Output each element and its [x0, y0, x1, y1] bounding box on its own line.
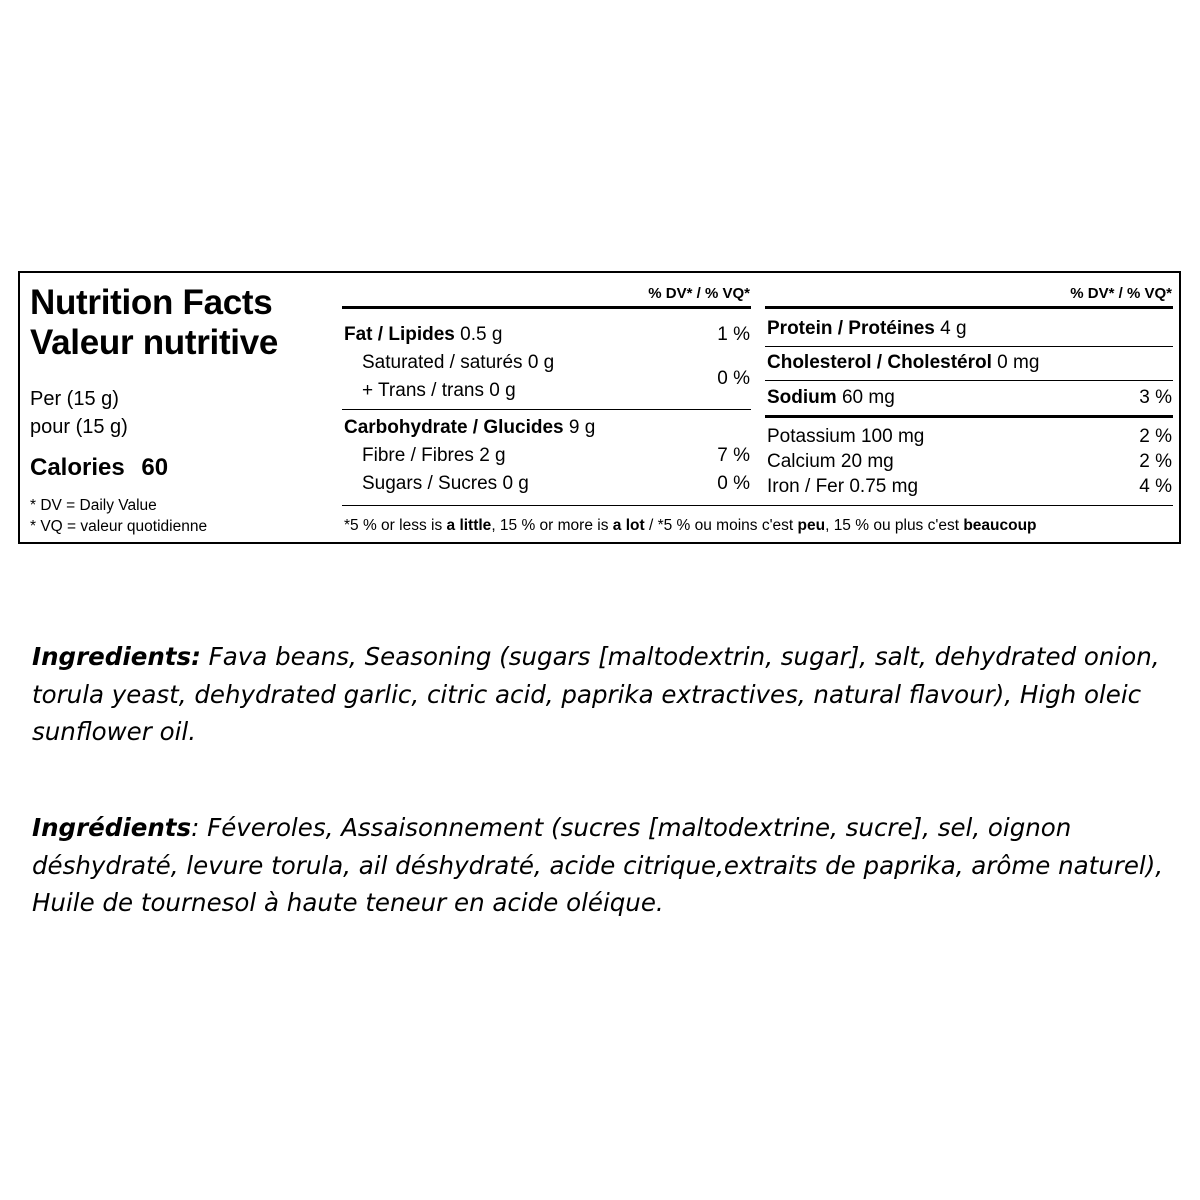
divider: [765, 380, 1173, 381]
calories: [30, 453, 330, 483]
saturated-row: Saturated / saturés 0 g: [362, 352, 555, 373]
protein-value: 4 g: [940, 318, 967, 339]
carbohydrate-label: Carbohydrate / Glucides: [344, 417, 564, 438]
ingredients-en-text: Fava beans, Seasoning (sugars [maltodextrin, sugar], salt, dehydrated onion, torula yeast, dehydrated garlic, citric acid, paprika extractives, natural flavour), High oleic sunflower oil.: [32, 642, 1160, 746]
footnote-text: , 15 % ou plus c'est: [825, 517, 964, 534]
fibre-row: Fibre / Fibres 2 g: [362, 445, 506, 466]
divider: [342, 409, 751, 410]
divider: [765, 346, 1173, 347]
dv-header-right: % DV* / % VQ*: [1070, 285, 1172, 302]
serving-size-fr: pour (15 g): [30, 416, 128, 438]
fibre-pct: 7 %: [717, 445, 750, 466]
divider: [342, 505, 1173, 506]
ingredients-en: [32, 638, 1177, 751]
note-vq: * VQ = valeur quotidienne: [30, 518, 208, 535]
calories-value: 60: [141, 454, 169, 481]
trans-row: + Trans / trans 0 g: [362, 380, 516, 401]
fat-row: [344, 323, 502, 347]
divider: [765, 306, 1173, 309]
sodium-value: 60 mg: [841, 387, 895, 408]
footnote-emphasis: a lot: [612, 517, 645, 534]
title-fr: Valeur nutritive: [30, 323, 279, 362]
ingredients-en-label: Ingredients:: [32, 642, 201, 671]
fat-value: 0.5 g: [460, 324, 503, 345]
cholesterol-label: Cholesterol / Cholestérol: [767, 352, 992, 373]
ingredients-fr-label: Ingrédients: [32, 813, 192, 842]
iron-row: Iron / Fer 0.75 mg: [767, 476, 919, 497]
sodium-row: [767, 386, 895, 410]
calcium-pct: 2 %: [1139, 451, 1172, 472]
sugars-row: Sugars / Sucres 0 g: [362, 473, 529, 494]
footnote-emphasis: a little: [446, 517, 492, 534]
footnote-emphasis: peu: [797, 517, 826, 534]
sat-trans-pct: 0 %: [717, 368, 750, 389]
cholesterol-value: 0 mg: [997, 352, 1040, 373]
iron-pct: 4 %: [1139, 476, 1172, 497]
dv-footnote: [344, 517, 1037, 535]
potassium-row: Potassium 100 mg: [767, 426, 925, 447]
note-dv: * DV = Daily Value: [30, 497, 157, 514]
nutrition-facts-panel: [18, 271, 1181, 544]
carbohydrate-value: 9 g: [568, 417, 596, 438]
sugars-pct: 0 %: [717, 473, 750, 494]
calories-label: Calories: [30, 454, 125, 481]
panel-left-column: [30, 283, 330, 537]
serving-size-en: Per (15 g): [30, 388, 119, 410]
cholesterol-row: [767, 351, 1039, 375]
potassium-pct: 2 %: [1139, 426, 1172, 447]
dv-header-middle: % DV* / % VQ*: [648, 285, 750, 302]
carbohydrate-row: [344, 416, 595, 440]
footnote-text: , 15 % or more is: [491, 517, 613, 534]
footnote-emphasis: beaucoup: [963, 517, 1037, 534]
protein-row: [767, 317, 967, 341]
divider: [765, 415, 1173, 418]
protein-label: Protein / Protéines: [767, 318, 935, 339]
fat-pct: 1 %: [717, 324, 750, 345]
calcium-row: Calcium 20 mg: [767, 451, 894, 472]
footnote-text: / *5 % ou moins c'est: [644, 517, 798, 534]
divider: [342, 306, 751, 309]
sodium-pct: 3 %: [1139, 387, 1172, 408]
footnote-text: *5 % or less is: [344, 517, 447, 534]
title-en: Nutrition Facts: [30, 283, 273, 322]
ingredients-fr-text: : Féveroles, Assaisonnement (sucres [maltodextrine, sucre], sel, oignon déshydraté, levure torula, ail déshydraté, acide citrique,extraits de paprika, arôme naturel), Huile de tournesol à haute teneur en acide oléique.: [32, 813, 1164, 917]
fat-label: Fat / Lipides: [344, 324, 455, 345]
ingredients-fr: [32, 809, 1177, 922]
sodium-label: Sodium: [767, 387, 837, 408]
